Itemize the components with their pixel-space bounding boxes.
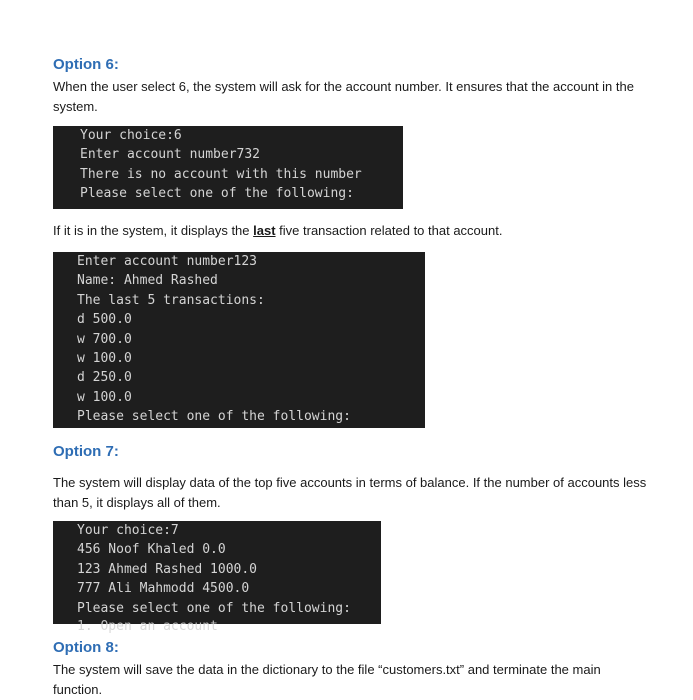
terminal-line: Your choice:6 — [80, 128, 182, 143]
terminal-line: There is no account with this number — [80, 166, 362, 182]
option-7-heading: Option 7: — [53, 443, 119, 460]
terminal-cut-off-line: 1. Open an account — [77, 619, 218, 634]
followup-text-after: five transaction related to that account. — [275, 223, 503, 238]
followup-emphasis: last — [253, 223, 276, 238]
option-6-description: When the user select 6, the system will ask for the account number. It ensures that the account in the system. — [53, 79, 634, 114]
terminal-line: w 100.0 — [77, 350, 132, 366]
terminal-line: 456 Noof Khaled 0.0 — [77, 542, 226, 558]
terminal-line: 777 Ali Mahmodd 4500.0 — [77, 581, 250, 597]
terminal-line: Your choice:7 — [77, 523, 179, 538]
terminal-line: Name: Ahmed Rashed — [77, 273, 218, 289]
option-6-heading: Option 6: — [53, 56, 119, 73]
option-6-transactions-terminal — [53, 252, 425, 428]
terminal-line: Enter account number123 — [77, 254, 258, 269]
terminal-line: Enter account number732 — [80, 147, 261, 163]
terminal-line: w 100.0 — [77, 389, 132, 405]
option-7-description: The system will display data of the top five accounts in terms of balance. If the number of accounts less than 5, it displays all of them. — [53, 475, 647, 510]
terminal-line: Please select one of the following: — [80, 186, 354, 202]
terminal-line: 123 Ahmed Rashed 1000.0 — [77, 561, 258, 577]
option-6-terminal — [53, 126, 403, 209]
terminal-line: The last 5 transactions: — [77, 292, 265, 308]
option-8-description: The system will save the data in the dictionary to the file “customers.txt” and terminate the main function. — [53, 662, 601, 697]
terminal-line: w 700.0 — [77, 331, 132, 347]
terminal-line: Please select one of the following: — [77, 409, 351, 425]
terminal-line: Please select one of the following: — [77, 600, 351, 616]
followup-text-before: If it is in the system, it displays the — [53, 223, 254, 238]
option-8-heading: Option 8: — [53, 639, 119, 656]
option-6-followup — [53, 221, 653, 241]
terminal-line: d 250.0 — [77, 370, 132, 386]
option-7-terminal — [53, 521, 381, 634]
terminal-line: d 500.0 — [77, 312, 132, 328]
